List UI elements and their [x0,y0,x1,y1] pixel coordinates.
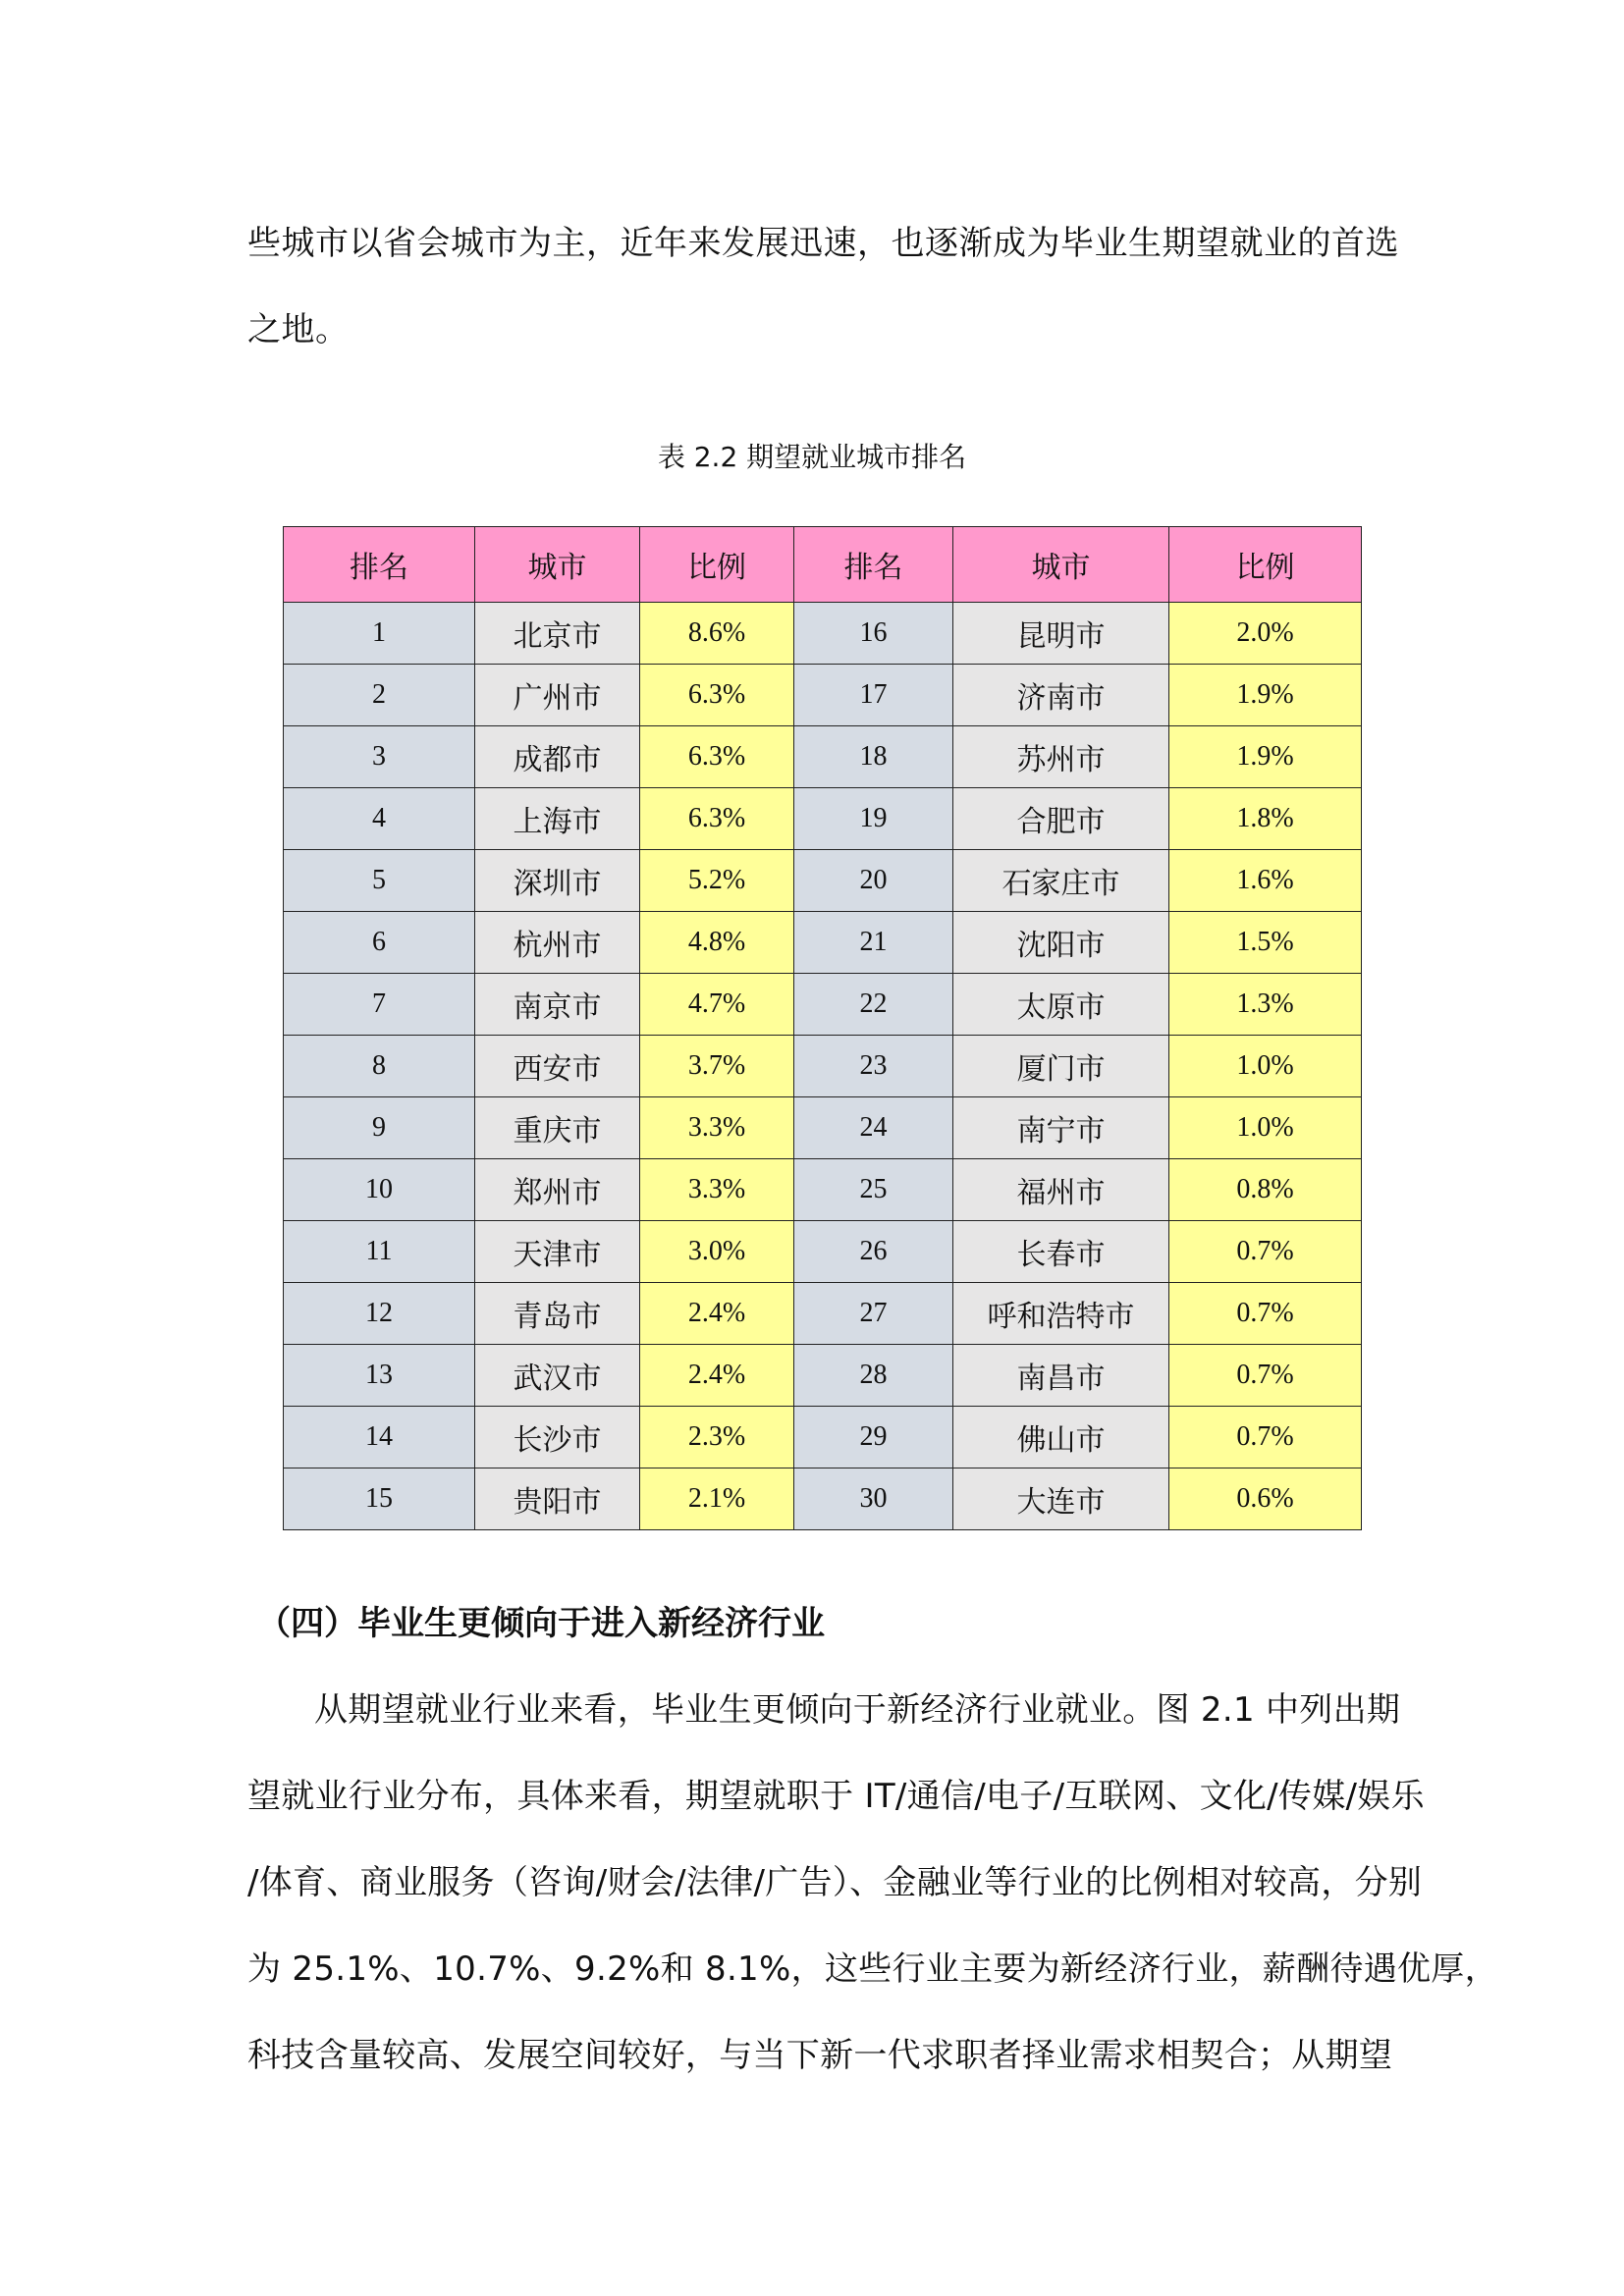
cell-city: 深圳市 [475,850,640,912]
cell-rank: 24 [794,1097,953,1159]
cell-percentage: 1.3% [1169,974,1362,1036]
cell-city: 上海市 [475,788,640,850]
table-row [284,1221,1362,1283]
table-row [284,1159,1362,1221]
cell-city: 厦门市 [953,1036,1169,1097]
cell-percentage: 0.6% [1169,1468,1362,1530]
cell-percentage: 1.8% [1169,788,1362,850]
cell-rank: 18 [794,726,953,788]
cell-city: 广州市 [475,665,640,726]
cell-rank: 4 [284,788,475,850]
cell-percentage: 2.0% [1169,603,1362,665]
cell-rank: 12 [284,1283,475,1345]
table-row [284,850,1362,912]
cell-percentage: 3.0% [640,1221,794,1283]
table-caption: 表 2.2 期望就业城市排名 [657,441,967,473]
city-ranking-table [283,526,1362,1530]
cell-city: 石家庄市 [953,850,1169,912]
cell-percentage: 1.0% [1169,1036,1362,1097]
cell-percentage: 5.2% [640,850,794,912]
cell-percentage: 2.4% [640,1345,794,1407]
cell-percentage: 0.8% [1169,1159,1362,1221]
cell-city: 昆明市 [953,603,1169,665]
table-row [284,1345,1362,1407]
cell-percentage: 0.7% [1169,1283,1362,1345]
table-header-row [284,527,1362,603]
cell-rank: 23 [794,1036,953,1097]
table-row [284,912,1362,974]
cell-city: 天津市 [475,1221,640,1283]
cell-city: 成都市 [475,726,640,788]
cell-city: 重庆市 [475,1097,640,1159]
cell-rank: 21 [794,912,953,974]
table-row [284,603,1362,665]
cell-rank: 7 [284,974,475,1036]
cell-percentage: 1.5% [1169,912,1362,974]
cell-percentage: 2.3% [640,1407,794,1468]
cell-rank: 19 [794,788,953,850]
cell-rank: 1 [284,603,475,665]
cell-city: 太原市 [953,974,1169,1036]
header-city-b: 城市 [953,527,1169,603]
table-row [284,1407,1362,1468]
cell-rank: 6 [284,912,475,974]
cell-rank: 16 [794,603,953,665]
cell-city: 福州市 [953,1159,1169,1221]
cell-rank: 9 [284,1097,475,1159]
cell-city: 郑州市 [475,1159,640,1221]
cell-city: 南京市 [475,974,640,1036]
cell-percentage: 0.7% [1169,1345,1362,1407]
cell-percentage: 1.9% [1169,665,1362,726]
cell-rank: 14 [284,1407,475,1468]
table-row [284,1468,1362,1530]
cell-city: 济南市 [953,665,1169,726]
cell-percentage: 1.0% [1169,1097,1362,1159]
cell-city: 南宁市 [953,1097,1169,1159]
cell-percentage: 2.4% [640,1283,794,1345]
cell-city: 苏州市 [953,726,1169,788]
cell-rank: 3 [284,726,475,788]
cell-rank: 8 [284,1036,475,1097]
cell-rank: 5 [284,850,475,912]
cell-percentage: 3.3% [640,1159,794,1221]
cell-city: 合肥市 [953,788,1169,850]
cell-percentage: 4.8% [640,912,794,974]
table-row [284,1036,1362,1097]
cell-percentage: 8.6% [640,603,794,665]
table-row [284,974,1362,1036]
table-row [284,788,1362,850]
cell-percentage: 6.3% [640,788,794,850]
table-row [284,665,1362,726]
cell-city: 长春市 [953,1221,1169,1283]
cell-rank: 2 [284,665,475,726]
header-rank-a: 排名 [284,527,475,603]
cell-city: 西安市 [475,1036,640,1097]
cell-rank: 17 [794,665,953,726]
cell-rank: 29 [794,1407,953,1468]
cell-city: 武汉市 [475,1345,640,1407]
cell-rank: 15 [284,1468,475,1530]
cell-percentage: 6.3% [640,665,794,726]
cell-rank: 11 [284,1221,475,1283]
body-line-1: 从期望就业行业来看，毕业生更倾向于新经济行业就业。图 2.1 中列出期 [314,1690,1401,1730]
header-rank-b: 排名 [794,527,953,603]
cell-city: 青岛市 [475,1283,640,1345]
cell-rank: 20 [794,850,953,912]
cell-rank: 22 [794,974,953,1036]
header-city-a: 城市 [475,527,640,603]
cell-percentage: 6.3% [640,726,794,788]
cell-percentage: 1.9% [1169,726,1362,788]
table-body [284,603,1362,1530]
cell-city: 南昌市 [953,1345,1169,1407]
cell-percentage: 4.7% [640,974,794,1036]
cell-rank: 13 [284,1345,475,1407]
cell-city: 大连市 [953,1468,1169,1530]
cell-percentage: 0.7% [1169,1221,1362,1283]
cell-city: 北京市 [475,603,640,665]
cell-percentage: 1.6% [1169,850,1362,912]
cell-percentage: 0.7% [1169,1407,1362,1468]
section-heading: （四）毕业生更倾向于进入新经济行业 [257,1604,825,1643]
intro-line-2: 之地。 [247,310,350,349]
cell-city: 呼和浩特市 [953,1283,1169,1345]
cell-rank: 25 [794,1159,953,1221]
cell-percentage: 3.7% [640,1036,794,1097]
cell-city: 佛山市 [953,1407,1169,1468]
cell-rank: 28 [794,1345,953,1407]
cell-rank: 26 [794,1221,953,1283]
cell-percentage: 2.1% [640,1468,794,1530]
header-pct-b: 比例 [1169,527,1362,603]
cell-city: 杭州市 [475,912,640,974]
cell-rank: 27 [794,1283,953,1345]
body-line-4: 为 25.1%、10.7%、9.2%和 8.1%，这些行业主要为新经济行业，薪酬待遇优厚， [247,1949,1498,1989]
intro-line-1: 些城市以省会城市为主，近年来发展迅速，也逐渐成为毕业生期望就业的首选 [247,224,1399,263]
body-line-5: 科技含量较高、发展空间较好，与当下新一代求职者择业需求相契合；从期望 [247,2036,1393,2075]
body-line-2: 望就业行业分布，具体来看，期望就职于 IT/通信/电子/互联网、文化/传媒/娱乐 [247,1777,1425,1816]
cell-city: 沈阳市 [953,912,1169,974]
table-row [284,1283,1362,1345]
cell-city: 贵阳市 [475,1468,640,1530]
body-line-3: /体育、商业服务（咨询/财会/法律/广告）、金融业等行业的比例相对较高，分别 [247,1863,1423,1902]
cell-percentage: 3.3% [640,1097,794,1159]
header-pct-a: 比例 [640,527,794,603]
city-ranking-table-wrap [283,526,1362,1530]
cell-city: 长沙市 [475,1407,640,1468]
table-row [284,1097,1362,1159]
cell-rank: 30 [794,1468,953,1530]
table-row [284,726,1362,788]
cell-rank: 10 [284,1159,475,1221]
